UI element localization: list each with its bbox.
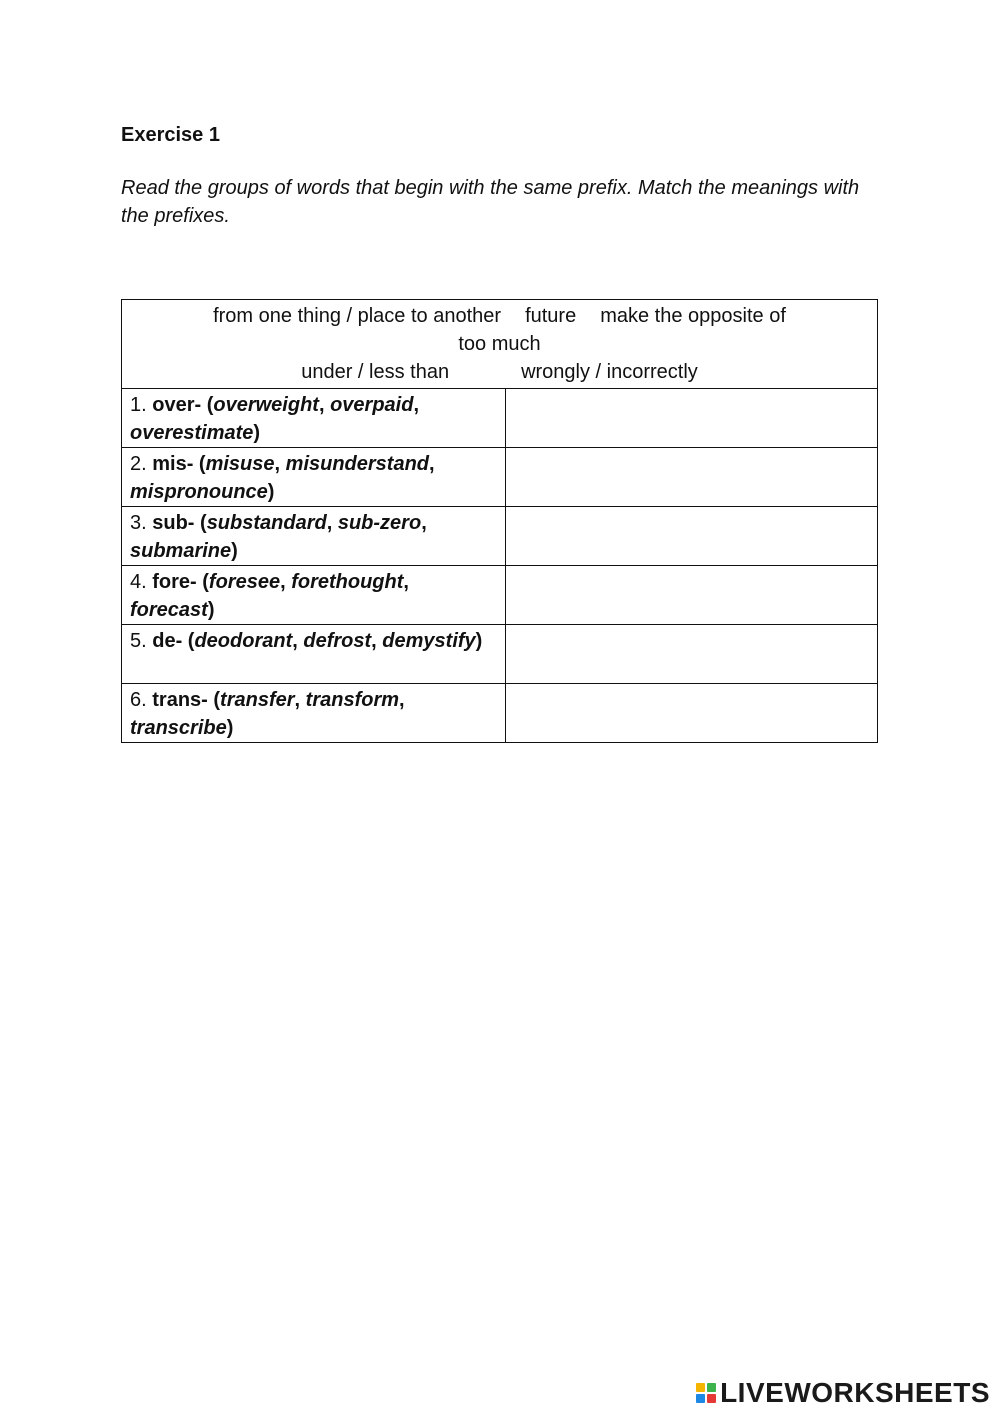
example-word: submarine [130, 540, 232, 562]
answer-cell [505, 625, 877, 684]
answer-input-6[interactable] [506, 684, 877, 740]
prefix-cell: 1. over- (overweight, overpaid, overestimate) [122, 389, 506, 448]
answer-input-3[interactable] [506, 507, 877, 563]
logo-square [707, 1383, 716, 1392]
example-word: deodorant [194, 630, 293, 652]
answer-input-2[interactable] [506, 448, 877, 504]
answer-cell [505, 448, 877, 507]
answer-cell [505, 389, 877, 448]
word-bank-item: from one thing / place to another [213, 305, 502, 327]
word-bank [122, 300, 878, 389]
row-number: 4. [130, 571, 147, 593]
row-number: 6. [130, 689, 147, 711]
example-word: defrost [303, 630, 372, 652]
table-row [122, 625, 878, 684]
row-number: 1. [130, 394, 147, 416]
exercise-title: Exercise 1 [121, 124, 220, 146]
prefix-label: mis- [152, 453, 194, 475]
word-bank-row [122, 300, 878, 389]
table-row [122, 684, 878, 743]
logo-square [707, 1394, 716, 1403]
answer-cell [505, 684, 877, 743]
exercise-instructions: Read the groups of words that begin with the same prefix. Match the meanings with the prefixes. [121, 177, 860, 227]
example-word: forethought [291, 571, 404, 593]
prefix-label: over- [152, 394, 202, 416]
liveworksheets-logo-icon [696, 1383, 716, 1403]
example-word: overpaid [330, 394, 414, 416]
word-bank-line-2 [122, 330, 877, 358]
word-bank-line-3 [122, 358, 877, 386]
answer-input-4[interactable] [506, 566, 877, 622]
example-word: sub-zero [337, 512, 422, 534]
answer-cell [505, 566, 877, 625]
word-bank-item: future [525, 305, 577, 327]
word-bank-item: make the opposite of [600, 305, 786, 327]
word-bank-item: under / less than [301, 361, 450, 383]
row-number: 3. [130, 512, 147, 534]
answer-cell [505, 507, 877, 566]
prefix-cell: 3. sub- (substandard, sub-zero, submarine) [122, 507, 506, 566]
example-word: forecast [130, 599, 208, 621]
word-bank-item: wrongly / incorrectly [521, 361, 698, 383]
word-bank-line-1 [122, 302, 877, 330]
logo-square [696, 1394, 705, 1403]
prefix-cell: 5. de- (deodorant, defrost, demystify) [122, 625, 506, 684]
prefix-label: sub- [152, 512, 195, 534]
example-word: substandard [206, 512, 327, 534]
example-word: misuse [205, 453, 275, 475]
prefix-label: fore- [152, 571, 197, 593]
prefix-label: trans- [152, 689, 208, 711]
table-row [122, 389, 878, 448]
example-word: transform [305, 689, 400, 711]
table-row [122, 507, 878, 566]
prefix-matching-table [121, 299, 878, 743]
example-word: misunderstand [285, 453, 430, 475]
table-row [122, 448, 878, 507]
example-word: demystify [382, 630, 476, 652]
example-word: mispronounce [130, 481, 268, 503]
prefix-cell: 4. fore- (foresee, forethought, forecast) [122, 566, 506, 625]
table-row [122, 566, 878, 625]
row-number: 2. [130, 453, 147, 475]
prefix-label: de- [152, 630, 183, 652]
row-number: 5. [130, 630, 147, 652]
example-word: overestimate [130, 422, 254, 444]
prefix-cell: 2. mis- (misuse, misunderstand, mispronounce) [122, 448, 506, 507]
logo-square [696, 1383, 705, 1392]
answer-input-1[interactable] [506, 389, 877, 445]
example-word: foresee [208, 571, 281, 593]
prefix-cell: 6. trans- (transfer, transform, transcribe) [122, 684, 506, 743]
liveworksheets-logo [696, 1377, 990, 1409]
example-word: transcribe [130, 717, 227, 739]
logo-text: LIVEWORKSHEETS [720, 1377, 990, 1408]
example-word: overweight [213, 394, 319, 416]
answer-input-5[interactable] [506, 625, 877, 681]
word-bank-item: too much [458, 333, 541, 355]
example-word: transfer [220, 689, 295, 711]
